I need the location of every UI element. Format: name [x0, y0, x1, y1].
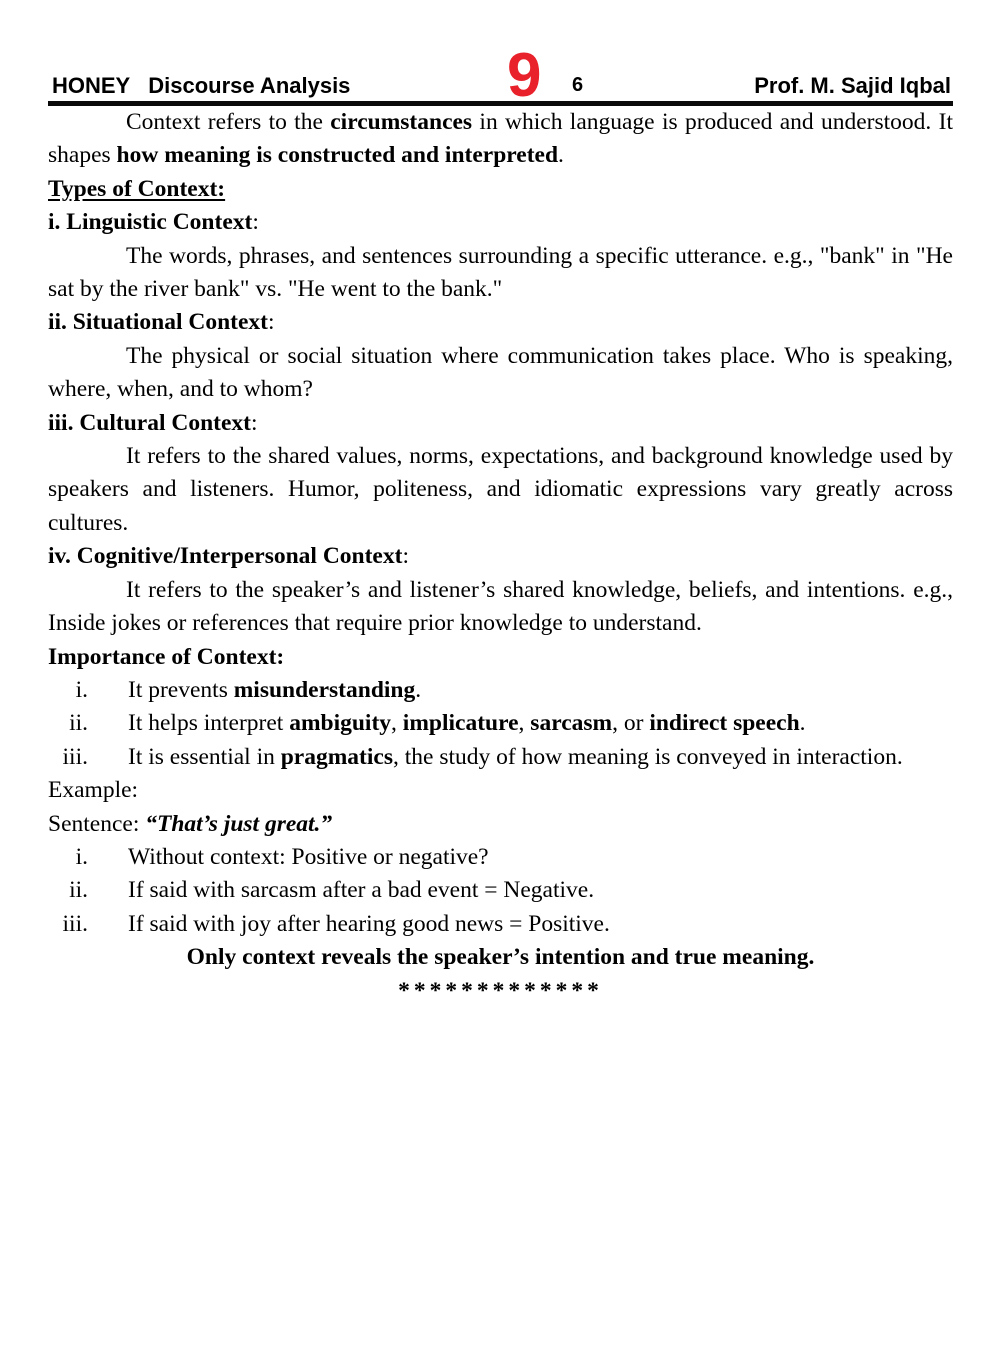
- list-marker: ii.: [69, 877, 88, 904]
- example-sentence: [48, 808, 953, 841]
- text-segment: ambiguity: [289, 710, 392, 737]
- text-segment: Context refers to the: [126, 109, 331, 135]
- heading-cognitive-context: [48, 540, 953, 573]
- importance-item-3: [48, 741, 953, 774]
- text-segment: *************: [398, 977, 603, 1004]
- text-segment: :: [402, 543, 409, 570]
- text-segment: It is essential in: [128, 743, 281, 770]
- example-item-3: [48, 908, 953, 941]
- course-subject: Discourse Analysis: [148, 72, 351, 98]
- text-segment: misunderstanding: [233, 676, 416, 703]
- intro-paragraph: [48, 106, 953, 173]
- text-segment: i. Linguistic Context: [48, 209, 253, 236]
- text-segment: how meaning is constructed and interpreted: [116, 142, 559, 169]
- heading-importance-of-context: [48, 641, 953, 674]
- text-segment: If said with sarcasm after a bad event = Negative.: [128, 877, 595, 904]
- text-segment: sarcasm: [530, 710, 613, 737]
- stars-divider: [48, 975, 953, 1008]
- heading-cultural-context: [48, 407, 953, 440]
- lecture-number: 9: [507, 41, 542, 110]
- list-item-text: [88, 707, 953, 740]
- course-name: HONEY: [52, 72, 131, 98]
- list-marker: iii.: [62, 910, 88, 937]
- text-segment: It helps interpret: [128, 710, 290, 737]
- heading-situational-context: [48, 306, 953, 339]
- course-line: [52, 74, 350, 98]
- list-marker: iii.: [62, 743, 88, 770]
- text-segment: ,: [391, 710, 403, 737]
- list-item-text: [88, 841, 953, 874]
- page-number: 6: [572, 74, 584, 96]
- text-segment: Without context: Positive or negative?: [128, 843, 489, 870]
- list-item-text: [88, 874, 953, 907]
- text-segment: :: [251, 409, 258, 436]
- list-item-text: [88, 908, 953, 941]
- heading-linguistic-context: [48, 206, 953, 239]
- text-segment: :: [268, 309, 275, 336]
- text-segment: Sentence:: [48, 810, 146, 837]
- text-segment: Types of Context:: [48, 175, 226, 202]
- text-segment: It prevents: [128, 676, 234, 703]
- heading-types-of-context: [48, 173, 953, 206]
- list-item-text: [88, 741, 953, 774]
- conclusion-line: [48, 941, 953, 974]
- text-segment: , or: [612, 710, 650, 737]
- text-segment: in which language is produced and understood. It shapes: [48, 109, 953, 169]
- example-item-1: [48, 841, 953, 874]
- text-segment: implicature: [402, 710, 519, 737]
- list-marker: i.: [75, 676, 88, 703]
- text-segment: Importance of Context:: [48, 643, 285, 670]
- text-segment: The words, phrases, and sentences surrounding a specific utterance. e.g., "bank" in "He sat by the river bank" vs. "He went to the bank.": [48, 242, 953, 303]
- importance-item-1: [48, 674, 953, 707]
- text-segment: ,: [518, 710, 531, 737]
- example-label: [48, 774, 953, 807]
- text-segment: Only context reveals the speaker’s intention and true meaning.: [186, 944, 815, 971]
- cognitive-context-paragraph: [48, 574, 953, 641]
- text-segment: If said with joy after hearing good news = Positive.: [128, 910, 610, 937]
- text-segment: “That’s just great.”: [145, 810, 333, 837]
- page-header: [48, 0, 953, 110]
- list-marker: ii.: [69, 710, 88, 737]
- text-segment: iii. Cultural Context: [48, 409, 252, 436]
- text-segment: It refers to the speaker’s and listener’s shared knowledge, beliefs, and intentions. e.g., Inside jokes or references that require prior knowledge to understand.: [48, 576, 953, 637]
- text-segment: The physical or social situation where communication takes place. Who is speaking, where, when, and to whom?: [48, 342, 953, 403]
- text-segment: .: [415, 676, 422, 703]
- cultural-context-paragraph: [48, 440, 953, 540]
- text-segment: iv. Cognitive/Interpersonal Context: [48, 543, 403, 570]
- text-segment: It refers to the shared values, norms, expectations, and background knowledge used by speakers and listeners. Humor, politeness, and idiomatic expressions vary greatly across cultures.: [48, 443, 953, 536]
- text-segment: , the study of how meaning is conveyed in interaction.: [393, 743, 903, 770]
- text-segment: .: [558, 142, 564, 169]
- importance-item-2: [48, 707, 953, 740]
- text-segment: ii. Situational Context: [48, 309, 269, 336]
- example-item-2: [48, 874, 953, 907]
- text-segment: indirect speech: [649, 710, 800, 737]
- linguistic-context-paragraph: [48, 240, 953, 307]
- list-item-text: [88, 674, 953, 707]
- situational-context-paragraph: [48, 340, 953, 407]
- text-segment: Example:: [48, 777, 139, 804]
- professor-name: Prof. M. Sajid Iqbal: [754, 72, 951, 98]
- text-segment: .: [799, 710, 806, 737]
- text-segment: :: [252, 209, 259, 236]
- document-body: [48, 106, 953, 1008]
- text-segment: pragmatics: [280, 743, 393, 770]
- text-segment: circumstances: [330, 109, 473, 135]
- list-marker: i.: [75, 843, 88, 870]
